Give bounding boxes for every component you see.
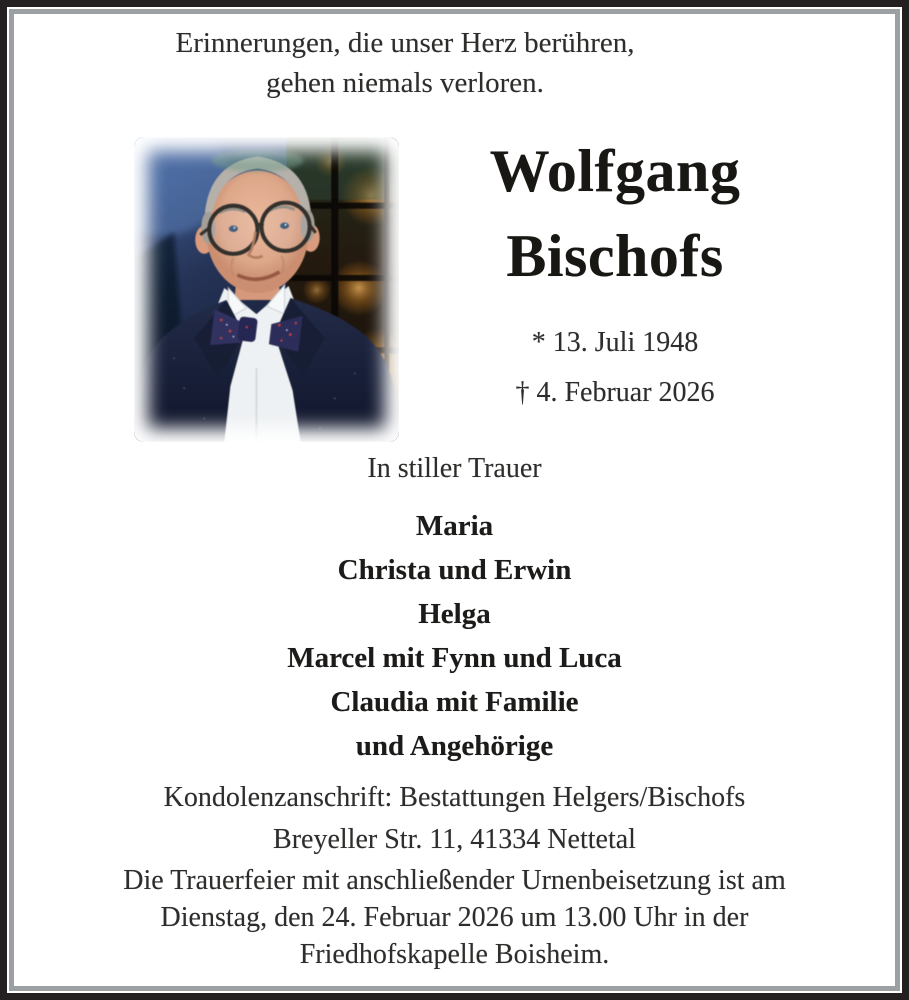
- portrait-photo-illustration: [134, 137, 399, 442]
- opening-quote: [2, 23, 808, 103]
- portrait-photo: [134, 137, 399, 442]
- deceased-name-line1: Wolfgang: [489, 138, 741, 204]
- deceased-name-line2: Bischofs: [506, 223, 724, 289]
- opening-quote-line2: gehen niemals verloren.: [266, 67, 544, 99]
- mourner-name: Marcel mit Fynn und Luca: [287, 642, 622, 674]
- funeral-details: [0, 862, 909, 973]
- mourner-name: Helga: [418, 598, 491, 630]
- mourner-name: und Angehörige: [355, 730, 554, 762]
- condolence-address: [0, 777, 909, 861]
- mourner-name: Maria: [415, 510, 494, 542]
- condolence-line1: Kondolenzanschrift: Bestattungen Helgers/Bischofs: [163, 782, 746, 813]
- mourning-intro: In stiller Trauer: [367, 453, 542, 484]
- life-dates: [460, 318, 770, 418]
- funeral-details-line3: Friedhofskapelle Boisheim.: [299, 939, 610, 970]
- funeral-details-line1: Die Trauerfeier mit anschließender Urnenbeisetzung ist am: [123, 865, 786, 896]
- opening-quote-line1: Erinnerungen, die unser Herz berühren,: [175, 27, 635, 59]
- funeral-details-line2: Dienstag, den 24. Februar 2026 um 13.00 Uhr in der: [160, 902, 749, 933]
- mourner-name: Christa und Erwin: [337, 554, 572, 586]
- deceased-name: [460, 129, 770, 299]
- condolence-line2: Breyeller Str. 11, 41334 Nettetal: [273, 824, 636, 855]
- mourner-name: Claudia mit Familie: [330, 686, 579, 718]
- mourners-list: [0, 504, 909, 768]
- death-date: † 4. Februar 2026: [515, 377, 715, 408]
- birth-date: * 13. Juli 1948: [531, 327, 699, 358]
